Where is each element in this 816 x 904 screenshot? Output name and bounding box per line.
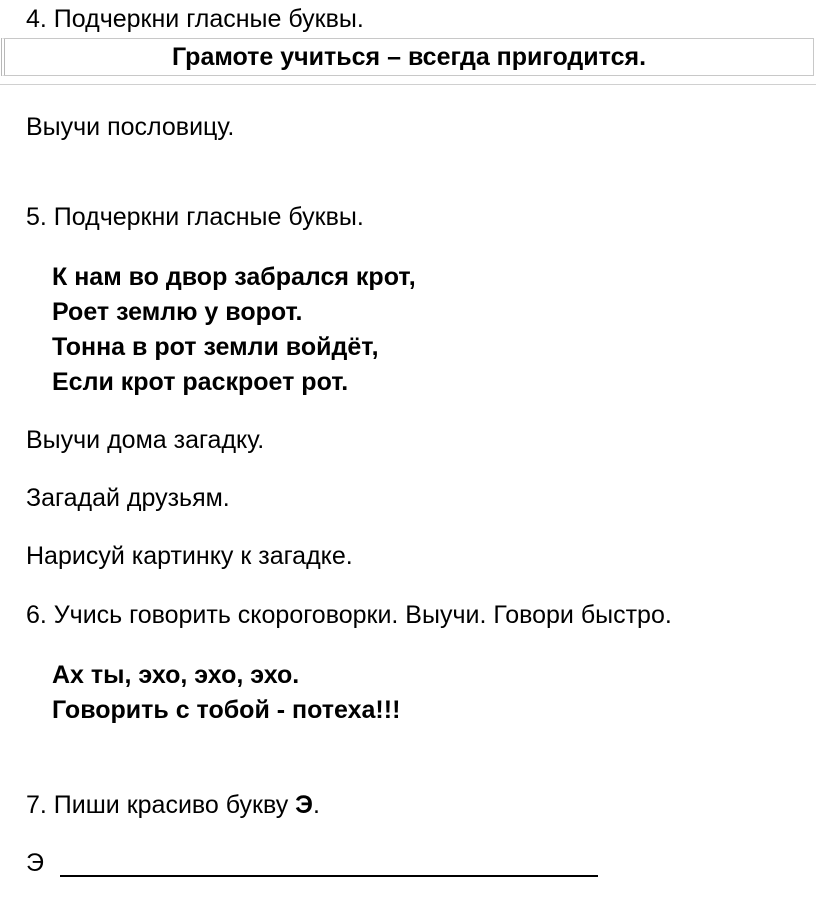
instruction-ask-friends: Загадай друзьям.: [26, 484, 230, 512]
verse-line-4: Если крот раскроет рот.: [52, 368, 349, 396]
proverb-text: Грамоте учиться – всегда пригодится.: [171, 43, 647, 71]
writing-line: [60, 875, 598, 877]
tongue-twister-line-1: Ах ты, эхо, эхо, эхо.: [52, 661, 300, 689]
learn-proverb-instruction: Выучи пословицу.: [26, 113, 235, 141]
task-7-title: [26, 790, 320, 820]
instruction-draw-picture: Нарисуй картинку к загадке.: [26, 542, 353, 570]
task-5-title: 5. Подчеркни гласные буквы.: [26, 203, 364, 231]
verse-line-2: Роет землю у ворот.: [52, 298, 303, 326]
tongue-twister-line-2: Говорить с тобой - потеха!!!: [52, 696, 401, 724]
task-7-title-prefix: 7. Пиши красиво букву: [26, 791, 296, 819]
practice-letter: Э: [26, 849, 44, 877]
verse-line-1: К нам во двор забрался крот,: [52, 263, 416, 291]
task-6-title: 6. Учись говорить скороговорки. Выучи. Говори быстро.: [26, 601, 672, 629]
verse-line-3: Тонна в рот земли войдёт,: [52, 333, 379, 361]
instruction-learn-riddle: Выучи дома загадку.: [26, 426, 265, 454]
divider: [0, 84, 816, 85]
proverb-box: [1, 38, 814, 76]
task-7-title-suffix: .: [312, 791, 320, 819]
task-4-title: 4. Подчеркни гласные буквы.: [26, 5, 364, 33]
task-7-title-letter: Э: [295, 791, 313, 819]
